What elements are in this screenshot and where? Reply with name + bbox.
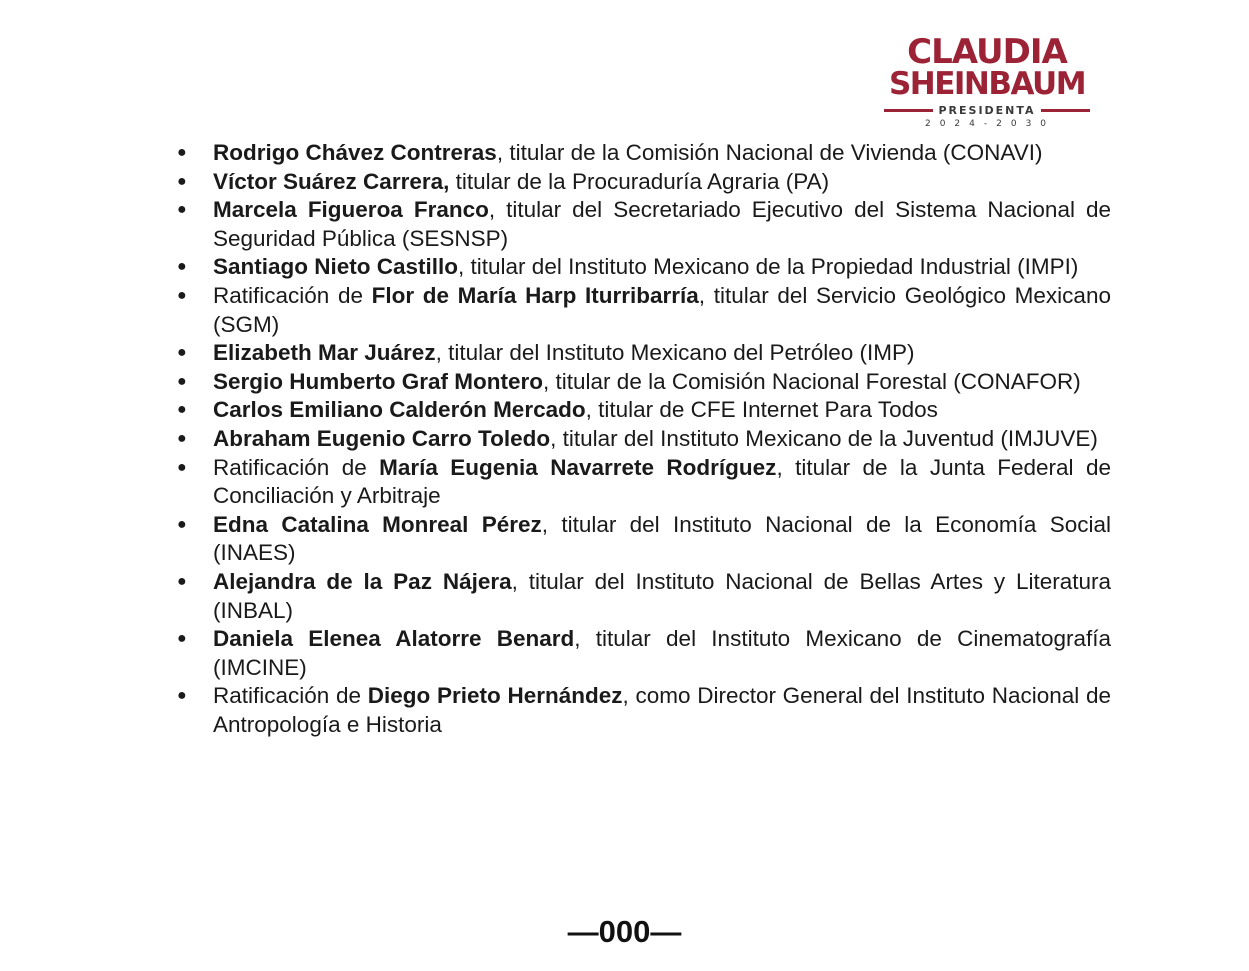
appointment-description: , titular de CFE Internet Para Todos: [585, 397, 938, 423]
appointment-description: , titular del Instituto Mexicano de Cinematografía (IMCINE): [213, 626, 1111, 680]
appointee-name: Carlos Emiliano Calderón Mercado: [213, 397, 586, 423]
bullet-icon: ●: [177, 458, 187, 476]
list-item: [175, 396, 1111, 425]
appointment-description: , titular del Instituto Nacional de Bellas Artes y Literatura (INBAL): [213, 568, 1111, 623]
appointee-name: Daniela Elenea Alatorre Benard: [213, 626, 575, 652]
appointee-name: Marcela Figueroa Franco: [213, 197, 489, 223]
appointment-description: , titular del Servicio Geológico Mexicano (SGM): [213, 282, 1111, 337]
appointment-description: , titular de la Comisión Nacional de Vivienda (CONAVI): [496, 140, 1043, 165]
appointee-name: Flor de María Harp Iturribarría: [371, 282, 699, 308]
appointment-description: titular de la Procuraduría Agraria (PA): [449, 168, 830, 194]
list-item: [175, 139, 1111, 168]
list-item: [175, 425, 1111, 454]
list-item: [175, 196, 1111, 253]
list-item: [175, 511, 1111, 568]
appointment-description: , titular del Secretariado Ejecutivo del Sistema Nacional de Seguridad Pública (SESNSP): [213, 197, 1111, 251]
appointee-name: Diego Prieto Hernández: [367, 683, 623, 709]
appointment-description: , titular de la Comisión Nacional Forestal (CONAFOR): [543, 368, 1081, 394]
appointment-description: , titular del Instituto Nacional de la Economía Social (INAES): [213, 511, 1111, 566]
logo-bar-right: [1041, 109, 1090, 112]
appointee-name: Rodrigo Chávez Contreras: [213, 140, 497, 165]
logo-years: 2024-2030: [924, 119, 1056, 129]
appointee-name: Elizabeth Mar Juárez: [213, 340, 436, 366]
appointment-description: , titular del Instituto Mexicano de la Juventud (IMJUVE): [550, 425, 1098, 451]
appointee-name: Edna Catalina Monreal Pérez: [213, 511, 542, 537]
bullet-icon: ●: [177, 344, 187, 362]
bullet-icon: ●: [177, 515, 187, 533]
document-end-mark: —000—: [567, 914, 682, 949]
item-prefix: Ratificación de: [213, 454, 380, 480]
appointee-name: Santiago Nieto Castillo: [213, 254, 459, 280]
bullet-icon: ●: [177, 258, 187, 276]
list-item: [175, 625, 1111, 682]
appointee-name: María Eugenia Navarrete Rodríguez: [379, 454, 777, 480]
bullet-icon: ●: [177, 687, 187, 705]
appointments-list: [175, 139, 1111, 739]
appointee-name: Sergio Humberto Graf Montero: [213, 368, 544, 394]
appointee-name: Alejandra de la Paz Nájera: [213, 568, 512, 594]
list-item: [175, 368, 1111, 397]
bullet-icon: ●: [177, 630, 187, 648]
logo-presidenta-row: [884, 103, 1090, 117]
claudia-sheinbaum-logo: [884, 32, 1090, 132]
appointment-description: , como Director General del Instituto Nacional de Antropología e Historia: [213, 683, 1111, 737]
list-item: [175, 339, 1111, 368]
logo-presidenta: PRESIDENTA: [938, 103, 1036, 117]
bullet-icon: ●: [177, 429, 187, 447]
bullet-icon: ●: [177, 372, 187, 390]
item-prefix: Ratificación de: [213, 683, 368, 709]
appointment-description: , titular del Instituto Mexicano de la Propiedad Industrial (IMPI): [458, 254, 1079, 280]
bullet-icon: ●: [177, 144, 187, 161]
logo-bar-left: [884, 109, 933, 112]
list-item: [175, 168, 1111, 197]
logo-name-last: SHEINBAUM: [888, 66, 1086, 102]
bullet-icon: ●: [177, 172, 187, 190]
bullet-icon: ●: [177, 201, 187, 219]
item-prefix: Ratificación de: [213, 282, 372, 308]
list-item: [175, 568, 1111, 625]
list-item: [175, 282, 1111, 339]
list-item: [175, 454, 1111, 511]
list-item: [175, 682, 1111, 739]
list-item: [175, 253, 1111, 282]
appointee-name: Víctor Suárez Carrera,: [213, 168, 450, 194]
bullet-icon: ●: [177, 401, 187, 419]
appointment-description: , titular del Instituto Mexicano del Petróleo (IMP): [435, 340, 915, 366]
logo-name-first: CLAUDIA: [907, 32, 1067, 72]
appointee-name: Abraham Eugenio Carro Toledo: [213, 425, 551, 451]
appointment-description: , titular de la Junta Federal de Conciliación y Arbitraje: [213, 454, 1111, 509]
bullet-icon: ●: [177, 286, 187, 304]
bullet-icon: ●: [177, 572, 187, 590]
